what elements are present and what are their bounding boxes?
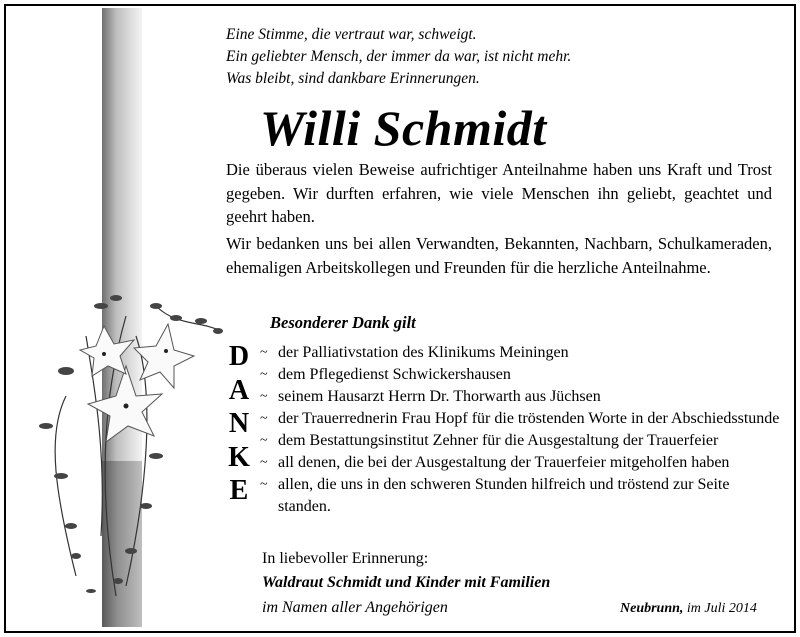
poem-line: Was bleibt, sind dankbare Erinnerungen.	[226, 70, 480, 87]
list-item	[260, 386, 780, 408]
date-text: im Juli 2014	[686, 601, 757, 616]
list-item-text: all denen, die bei der Ausgestaltung der Trauerfeier mitgeholfen haben	[278, 454, 730, 471]
deceased-name: Willi Schmidt	[260, 100, 547, 156]
danke-letter: N	[228, 408, 250, 439]
dash-bullet: ~	[260, 477, 268, 492]
list-item-text: der Palliativstation des Klinikums Meiningen	[278, 344, 569, 361]
dash-bullet: ~	[260, 433, 268, 448]
place-name: Neubrunn,	[620, 601, 684, 616]
all-relatives-line: im Namen aller Angehörigen	[262, 599, 448, 616]
list-item-text: dem Pflegedienst Schwickershausen	[278, 366, 511, 383]
list-item	[260, 408, 780, 430]
thanks-paragraph-1: Die überaus vielen Beweise aufrichtiger Anteilnahme haben uns Kraft und Trost gegeben. Wir durften erfahren, wie viele Menschen ihn geliebt, geachtet und geehrt haben.	[226, 160, 772, 226]
list-item	[260, 452, 780, 474]
danke-letter: E	[229, 475, 249, 506]
memory-line: In liebevoller Erinnerung:	[262, 550, 429, 567]
poem-line: Ein geliebter Mensch, der immer da war, ist nicht mehr.	[226, 48, 572, 65]
obituary-frame	[4, 4, 796, 633]
list-item-text: seinem Hausarzt Herrn Dr. Thorwarth aus Jüchsen	[278, 388, 601, 405]
dash-bullet: ~	[260, 389, 268, 404]
dash-bullet: ~	[260, 455, 268, 470]
danke-letter: D	[228, 341, 250, 372]
thanks-list	[260, 342, 780, 518]
place-date	[620, 601, 757, 617]
dash-bullet: ~	[260, 367, 268, 382]
list-item-text: der Trauerrednerin Frau Hopf für die tröstenden Worte in der Abschiedsstunde	[278, 410, 780, 427]
family-signature: Waldraut Schmidt und Kinder mit Familien	[262, 574, 551, 591]
list-item	[260, 364, 780, 386]
list-item	[260, 342, 780, 364]
thanks-paragraph-2: Wir bedanken uns bei allen Verwandten, Bekannten, Nachbarn, Schulkameraden, ehemaligen Arbeitskollegen und Freunden für die herzliche Anteilnahme.	[226, 234, 772, 277]
list-item-text: dem Bestattungsinstitut Zehner für die Ausgestaltung der Trauerfeier	[278, 432, 719, 449]
danke-vertical-word	[224, 340, 254, 508]
lily-bouquet-illustration	[6, 276, 236, 606]
list-item	[260, 430, 780, 452]
poem-line: Eine Stimme, die vertraut war, schweigt.	[226, 26, 477, 43]
dash-bullet: ~	[260, 345, 268, 360]
opening-poem	[226, 24, 571, 90]
special-thanks-heading: Besonderer Dank gilt	[270, 313, 416, 332]
dash-bullet: ~	[260, 411, 268, 426]
danke-letter: A	[228, 374, 250, 406]
danke-letter: K	[228, 441, 250, 473]
list-item-text: allen, die uns in den schweren Stunden hilfreich und tröstend zur Seite standen.	[278, 476, 730, 515]
list-item	[260, 474, 780, 518]
